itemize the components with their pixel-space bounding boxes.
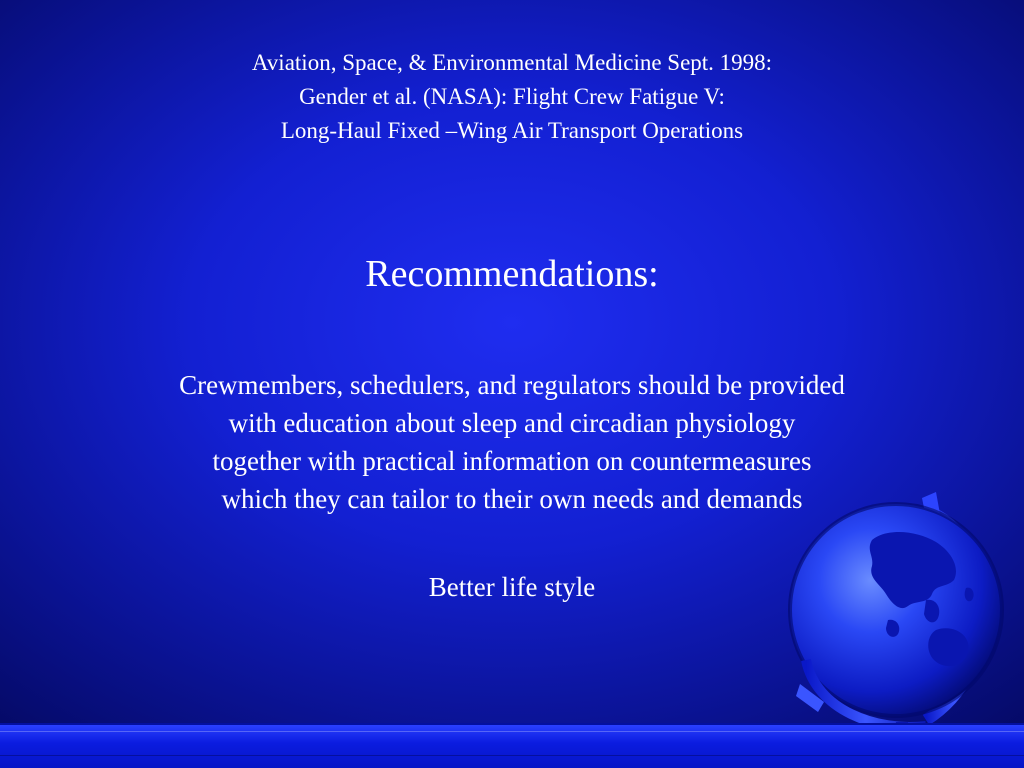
footer-bar [0, 723, 1024, 768]
paragraph-line-2: with education about sleep and circadian physiology [228, 408, 796, 438]
footer-shadow [0, 755, 1024, 756]
citation-line-1: Aviation, Space, & Environmental Medicine Sept. 1998: [251, 50, 773, 75]
citation-header [0, 46, 1024, 148]
citation-line-3: Long-Haul Fixed –Wing Air Transport Operations [280, 118, 744, 143]
footer-highlight [0, 731, 1024, 732]
slide-heading: Recommendations: [365, 253, 659, 295]
globe-icon [776, 470, 1024, 760]
citation-line-2: Gender et al. (NASA): Flight Crew Fatigue V: [299, 84, 725, 109]
paragraph-line-3: together with practical information on countermeasures [212, 446, 812, 476]
paragraph-line-4: which they can tailor to their own needs and demands [221, 484, 803, 514]
paragraph-line-1: Crewmembers, schedulers, and regulators should be provided [179, 370, 845, 400]
closing-line: Better life style [428, 572, 596, 602]
